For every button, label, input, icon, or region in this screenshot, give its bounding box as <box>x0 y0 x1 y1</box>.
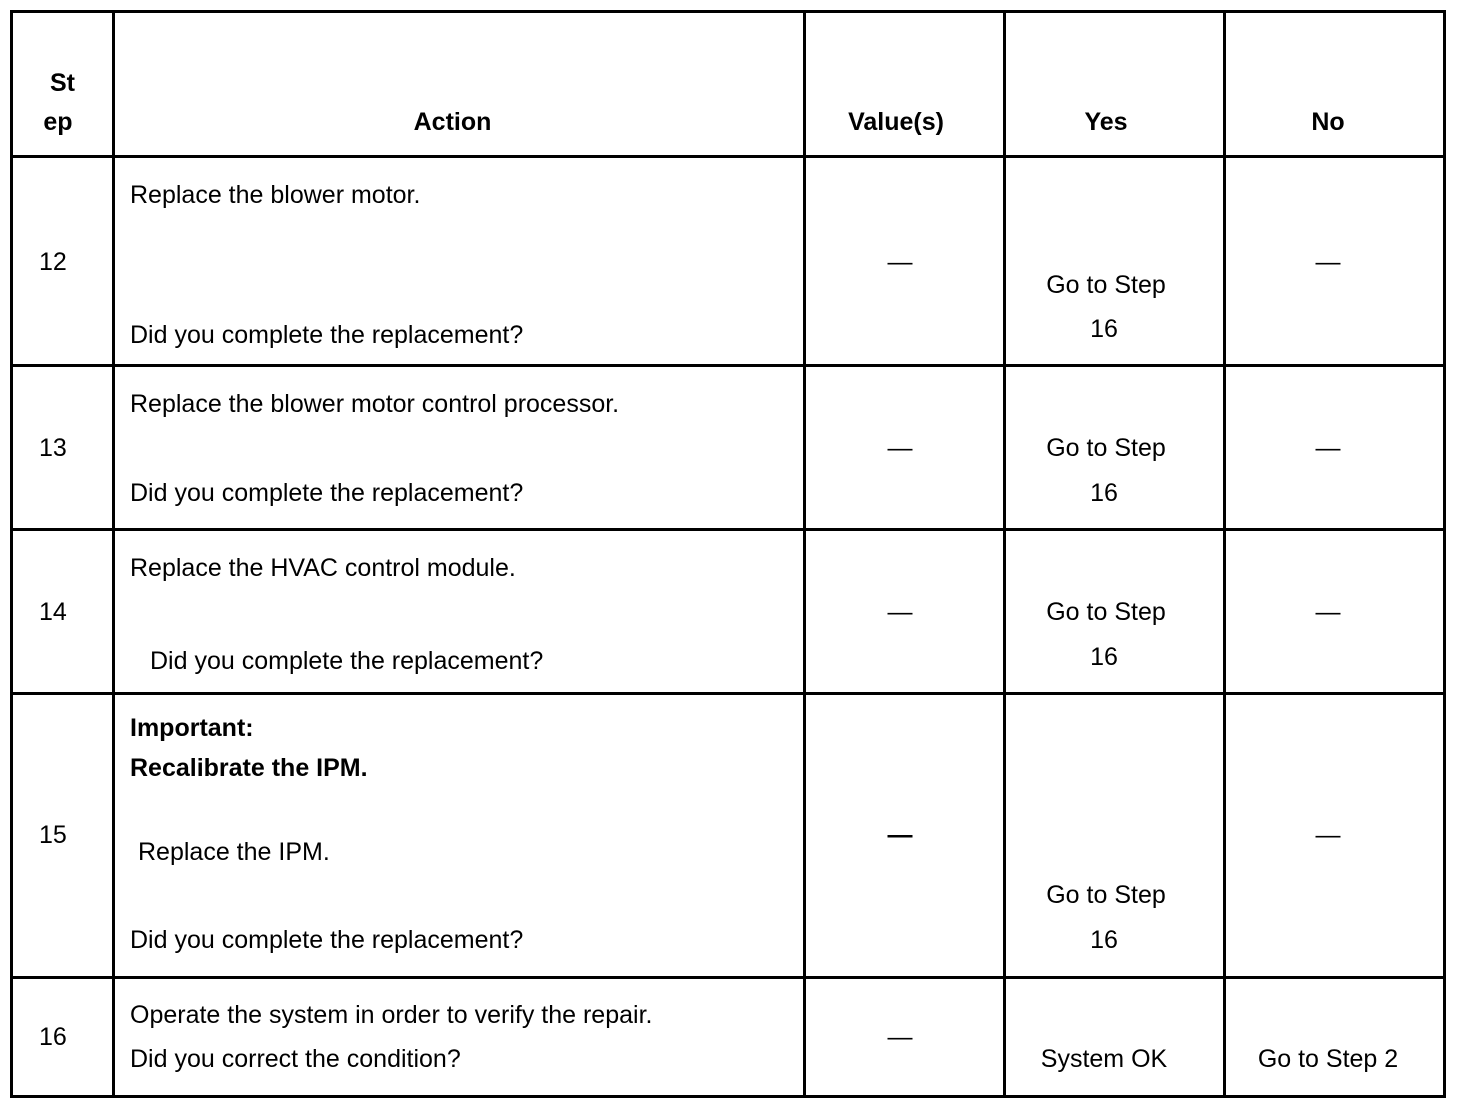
rule-right <box>1443 10 1446 1098</box>
rule-row-13-bottom <box>10 528 1446 531</box>
diagnostic-table <box>10 10 1446 1098</box>
row-15-no: — <box>1315 821 1341 849</box>
row-16-action-line2: Did you correct the condition? <box>130 1045 461 1073</box>
row-15-values: — <box>887 821 913 849</box>
row-13-no: — <box>1315 434 1341 462</box>
row-14-yes-line1: Go to Step <box>1046 598 1166 626</box>
row-16-values: — <box>887 1023 913 1051</box>
row-14-yes-line2: 16 <box>1090 643 1118 671</box>
rule-bottom <box>10 1095 1446 1098</box>
row-12-no: — <box>1315 248 1341 276</box>
row-12-action-line1: Replace the blower motor. <box>130 181 421 209</box>
row-16-yes-line1: System OK <box>1040 1045 1168 1073</box>
row-16-no: Go to Step 2 <box>1257 1045 1399 1073</box>
row-14-action-line2: Did you complete the replacement? <box>150 647 544 675</box>
row-14-action-line1: Replace the HVAC control module. <box>130 554 516 582</box>
header-step-line2: ep <box>43 108 73 136</box>
row-16-step: 16 <box>39 1023 67 1051</box>
rule-row-12-bottom <box>10 364 1446 367</box>
row-13-yes-line1: Go to Step <box>1046 434 1166 462</box>
row-15-step: 15 <box>39 821 67 849</box>
header-step-line1: St <box>50 69 75 97</box>
rule-left <box>10 10 13 1098</box>
header-no: No <box>1311 108 1345 136</box>
rule-row-14-bottom <box>10 692 1446 695</box>
header-action: Action <box>413 108 492 136</box>
row-15-important-text: Recalibrate the IPM. <box>130 754 368 782</box>
row-14-values: — <box>887 598 913 626</box>
row-13-action-line2: Did you complete the replacement? <box>130 479 524 507</box>
row-15-action-line1: Replace the IPM. <box>138 838 330 866</box>
row-14-step: 14 <box>39 598 67 626</box>
rule-action-values <box>803 10 806 1098</box>
row-16-action-line1: Operate the system in order to verify the repair. <box>130 1001 653 1029</box>
row-12-yes-line1: Go to Step <box>1046 271 1166 299</box>
row-15-important-label: Important: <box>130 714 254 742</box>
rule-step-action <box>112 10 115 1098</box>
header-yes: Yes <box>1084 108 1128 136</box>
row-13-action-line1: Replace the blower motor control processor. <box>130 390 620 418</box>
row-13-values: — <box>887 434 913 462</box>
row-12-action-line2: Did you complete the replacement? <box>130 321 524 349</box>
row-12-yes-line2: 16 <box>1090 315 1118 343</box>
rule-yes-no <box>1223 10 1226 1098</box>
row-13-step: 13 <box>39 434 67 462</box>
rule-row-15-bottom <box>10 976 1446 979</box>
row-12-step: 12 <box>39 248 67 276</box>
row-15-yes-line2: 16 <box>1090 926 1118 954</box>
rule-top <box>10 10 1446 13</box>
row-15-yes-line1: Go to Step <box>1046 881 1166 909</box>
rule-header-bottom <box>10 155 1446 158</box>
row-15-action-line2: Did you complete the replacement? <box>130 926 524 954</box>
row-12-values: — <box>887 248 913 276</box>
row-13-yes-line2: 16 <box>1090 479 1118 507</box>
header-values: Value(s) <box>848 108 944 136</box>
row-14-no: — <box>1315 598 1341 626</box>
